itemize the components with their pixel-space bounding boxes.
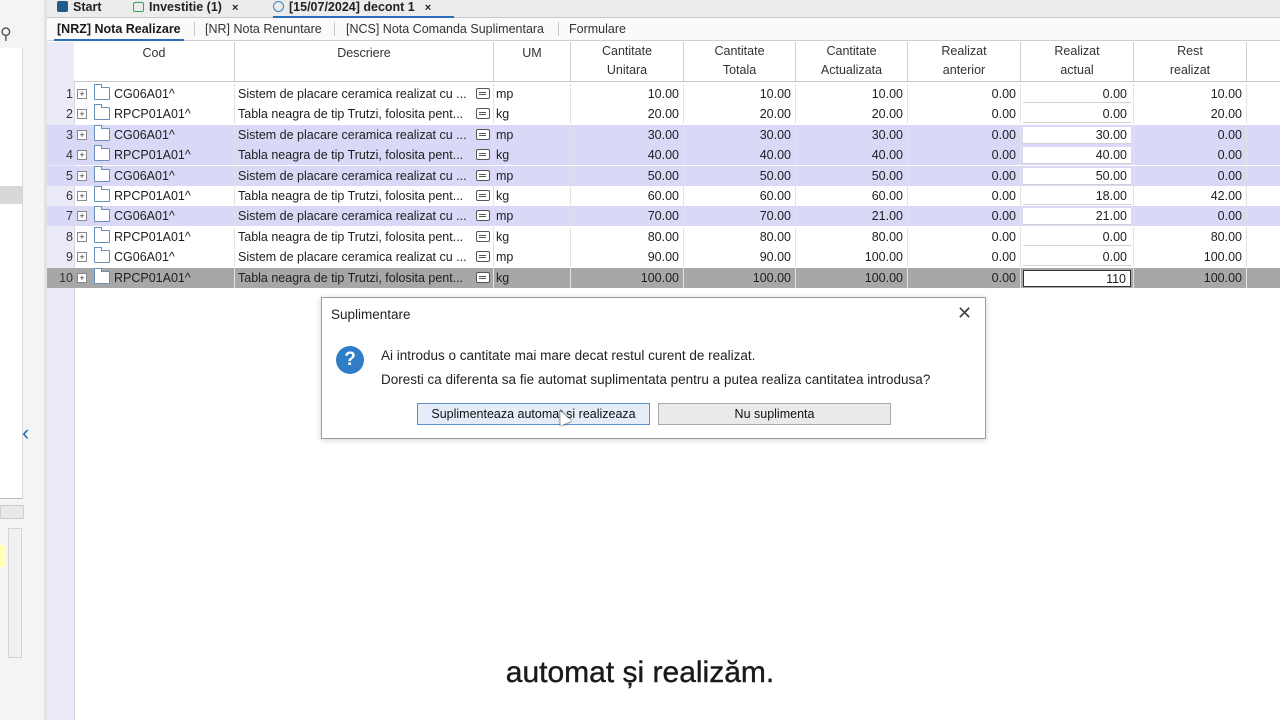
realizat-actual-input[interactable]: 110 [1023,270,1131,287]
cell-ra[interactable]: 0.00 [908,145,1021,165]
cod-text: RPCP01A01^ [114,229,191,244]
cell-rest-realizat[interactable]: 100.00 [1134,268,1247,288]
tab-label: [15/07/2024] decont 1 [289,0,415,14]
cod-text: RPCP01A01^ [114,148,191,163]
cell-descriere[interactable] [235,104,494,124]
comment-icon[interactable] [476,129,490,140]
cell-descriere[interactable] [235,145,494,165]
cell-rest-realizat[interactable]: 0.00 [1134,166,1247,186]
row-number: 2 [66,107,73,122]
cell-cu[interactable]: 100.00 [571,268,684,288]
col-header-cantitate-unitara[interactable] [571,42,684,82]
descriere-text: Tabla neagra de tip Trutzi, folosita pent... [238,270,464,285]
tab-separator [194,22,195,36]
question-icon: ? [336,346,364,374]
cell-realizat-actual[interactable] [1021,247,1134,267]
cell-ca[interactable]: 100.00 [796,268,908,288]
row-number: 7 [66,209,73,224]
cell-rest-realizat[interactable]: 80.00 [1134,227,1247,247]
cell-cod[interactable] [74,145,235,165]
cell-cod[interactable] [74,227,235,247]
cell-rest-realizat[interactable]: 0.00 [1134,206,1247,226]
cell-ct[interactable]: 10.00 [684,84,796,104]
suplimentare-dialog [321,297,986,439]
table-row[interactable] [47,206,1280,226]
descriere-text: Tabla neagra de tip Trutzi, folosita pent... [238,107,464,122]
cell-ca[interactable]: 80.00 [796,227,908,247]
cell-um[interactable]: kg [494,186,571,206]
cell-ca[interactable]: 100.00 [796,247,908,267]
cell-ct[interactable]: 20.00 [684,104,796,124]
realizat-actual-value[interactable]: 40.00 [1023,147,1131,164]
header-line: Cantitate [601,44,653,58]
cell-cu[interactable]: 10.00 [571,84,684,104]
realizat-actual-value[interactable]: 50.00 [1023,168,1131,185]
cell-ct[interactable]: 30.00 [684,125,796,145]
cell-ct[interactable]: 70.00 [684,206,796,226]
cell-cod[interactable] [74,268,235,288]
cod-text: RPCP01A01^ [114,189,191,203]
header-line: Rest [1177,44,1203,58]
cell-ra[interactable]: 0.00 [908,125,1021,145]
cell-realizat-actual[interactable] [1021,125,1134,145]
descriere-text: Sistem de placare ceramica realizat cu ... [238,250,467,265]
table-row[interactable] [47,227,1280,247]
table-row[interactable] [47,84,1280,104]
search-icon[interactable]: ⚲ [0,26,12,43]
cell-realizat-actual[interactable] [1021,84,1134,104]
cell-ra[interactable]: 0.00 [908,206,1021,226]
cell-um[interactable]: kg [494,145,571,165]
header-line: Realizat [1054,44,1100,58]
left-lower-bar [0,505,24,519]
realizat-actual-value[interactable]: 0.00 [1023,249,1131,266]
cell-ca[interactable]: 50.00 [796,166,908,186]
dialog-message-line2: Doresti ca diferenta sa fie automat suplimentata pentru a putea realiza cantitatea introdusa? [381,372,931,387]
cell-realizat-actual[interactable] [1021,145,1134,165]
cell-ra[interactable]: 0.00 [908,166,1021,186]
left-selected-item[interactable] [0,186,22,204]
tab-label: Start [73,0,102,14]
tab-start[interactable] [57,0,101,16]
cod-text: CG06A01^ [114,87,175,101]
expand-icon[interactable]: + [77,109,87,119]
cell-cu[interactable]: 50.00 [571,166,684,186]
comment-icon[interactable] [476,170,490,181]
cell-cu[interactable]: 60.00 [571,186,684,206]
dialog-title: Suplimentare [331,307,411,322]
cell-um[interactable]: kg [494,227,571,247]
col-header-extra[interactable] [1247,42,1280,82]
folder-icon [94,87,110,100]
cell-ct[interactable]: 60.00 [684,186,796,206]
folder-icon [94,189,110,202]
expand-icon[interactable]: + [77,211,87,221]
cell-cu[interactable]: 80.00 [571,227,684,247]
row-number: 1 [66,87,73,101]
cell-cod[interactable] [74,206,235,226]
col-header-cod[interactable]: Cod [74,42,235,82]
expand-icon[interactable]: + [77,232,87,242]
comment-icon[interactable] [476,251,490,262]
cell-descriere[interactable] [235,186,494,206]
cell-ct[interactable]: 90.00 [684,247,796,267]
start-icon [57,1,68,12]
cell-cod[interactable] [74,166,235,186]
cell-ct[interactable]: 80.00 [684,227,796,247]
cell-ca[interactable]: 30.00 [796,125,908,145]
cell-cu[interactable]: 90.00 [571,247,684,267]
cell-realizat-actual[interactable] [1021,166,1134,186]
header-line: Totala [722,63,757,77]
col-header-cantitate-actualizata[interactable] [796,42,908,82]
row-number: 4 [66,148,73,163]
tab-nota-comanda-suplimentara[interactable]: [NCS] Nota Comanda Suplimentara [346,22,545,36]
chart-icon [133,2,144,12]
cell-ra[interactable]: 0.00 [908,84,1021,104]
cell-ra[interactable]: 0.00 [908,186,1021,206]
folder-icon [94,250,110,263]
cell-cod[interactable] [74,104,235,124]
descriere-text: Sistem de placare ceramica realizat cu ... [238,209,467,224]
cell-ca[interactable]: 20.00 [796,104,908,124]
cell-descriere[interactable] [235,268,494,288]
tab-separator [558,22,559,36]
cell-cod[interactable] [74,125,235,145]
cell-ca[interactable]: 21.00 [796,206,908,226]
cell-um[interactable]: mp [494,125,571,145]
cod-text: CG06A01^ [114,250,175,265]
row-number: 5 [66,168,73,183]
tab-label: Investitie (1) [149,0,222,14]
cell-ra[interactable]: 0.00 [908,104,1021,124]
cell-ra[interactable]: 0.00 [908,247,1021,267]
col-header-descriere[interactable]: Descriere [235,42,494,82]
cell-cod[interactable] [74,186,235,206]
table-row[interactable] [47,247,1280,267]
col-header-cantitate-totala[interactable] [684,42,796,82]
cod-text: CG06A01^ [114,127,175,142]
expand-icon[interactable]: + [77,252,87,262]
cell-rest-realizat[interactable]: 10.00 [1134,84,1247,104]
header-line: Unitara [606,63,648,77]
cod-text: RPCP01A01^ [114,270,191,285]
video-subtitle: automat și realizăm. [505,656,775,689]
left-yellow-marker [0,545,6,567]
cell-descriere[interactable] [235,125,494,145]
cell-rest-realizat[interactable]: 20.00 [1134,104,1247,124]
cell-cu[interactable]: 30.00 [571,125,684,145]
document-tabs [47,0,1280,18]
cell-ct[interactable]: 40.00 [684,145,796,165]
expand-icon[interactable]: + [77,171,87,181]
cell-descriere[interactable] [235,247,494,267]
currency-icon [273,1,284,12]
realizat-actual-value[interactable]: 0.00 [1023,106,1131,123]
table-row[interactable] [47,186,1280,206]
descriere-text: Tabla neagra de tip Trutzi, folosita pent... [238,148,464,163]
realizat-actual-value[interactable]: 18.00 [1023,188,1131,205]
cell-um[interactable]: mp [494,84,571,104]
cell-realizat-actual[interactable] [1021,206,1134,226]
row-number: 8 [66,229,73,244]
cell-descriere[interactable] [235,227,494,247]
tab-separator [334,22,335,36]
cell-ra[interactable]: 0.00 [908,268,1021,288]
descriere-text: Sistem de placare ceramica realizat cu ... [238,127,467,142]
comment-icon[interactable] [476,108,490,119]
cell-cu[interactable]: 40.00 [571,145,684,165]
expand-icon[interactable]: + [77,191,87,201]
realizat-actual-value[interactable]: 0.00 [1023,86,1131,103]
dialog-message-line1: Ai introdus o cantitate mai mare decat restul curent de realizat. [381,348,756,363]
cell-um[interactable]: mp [494,166,571,186]
cell-um[interactable]: mp [494,247,571,267]
header-line: anterior [942,63,986,77]
table-row[interactable] [47,166,1280,186]
no-supplement-button[interactable]: Nu suplimenta [658,403,891,425]
cell-cod[interactable] [74,84,235,104]
realizat-actual-value[interactable]: 0.00 [1023,229,1131,246]
folder-icon [94,107,110,120]
row-number: 10 [59,270,73,285]
cell-cod[interactable] [74,247,235,267]
table-row[interactable] [47,104,1280,124]
cell-rest-realizat[interactable]: 0.00 [1134,125,1247,145]
row-number: 6 [66,189,73,203]
cell-descriere[interactable] [235,206,494,226]
folder-icon [94,230,110,243]
left-tree-panel [0,48,23,499]
tab-nota-renuntare[interactable]: [NR] Nota Renuntare [205,22,322,36]
descriere-text: Sistem de placare ceramica realizat cu ... [238,168,467,183]
table-row[interactable] [47,145,1280,165]
comment-icon[interactable] [476,149,490,160]
chevron-left-icon[interactable]: ‹ [22,420,30,445]
cell-ca[interactable]: 40.00 [796,145,908,165]
cell-cu[interactable]: 70.00 [571,206,684,226]
cell-ct[interactable]: 50.00 [684,166,796,186]
tab-investitie[interactable] [133,0,238,16]
tab-nota-realizare[interactable]: [NRZ] Nota Realizare [57,22,181,36]
cell-realizat-actual[interactable] [1021,268,1134,288]
header-line: Actualizata [820,63,883,77]
header-line: Cantitate [714,44,765,58]
close-icon[interactable]: ✕ [957,303,973,323]
cell-ca[interactable]: 10.00 [796,84,908,104]
cell-realizat-actual[interactable] [1021,227,1134,247]
row-number: 3 [66,127,73,142]
folder-icon [94,169,110,182]
col-header-realizat-anterior[interactable] [908,42,1021,82]
cell-cu[interactable]: 20.00 [571,104,684,124]
cod-text: CG06A01^ [114,209,175,224]
cell-realizat-actual[interactable] [1021,186,1134,206]
close-icon[interactable]: × [424,2,432,14]
expand-icon[interactable]: + [77,150,87,160]
cell-ca[interactable]: 60.00 [796,186,908,206]
realizat-actual-value[interactable]: 30.00 [1023,127,1131,144]
descriere-text: Tabla neagra de tip Trutzi, folosita pent... [238,229,464,244]
col-header-realizat-actual[interactable] [1021,42,1134,82]
comment-icon[interactable] [476,272,490,283]
header-line: Cantitate [826,44,877,58]
realizat-actual-value[interactable]: 21.00 [1023,208,1131,225]
expand-icon[interactable]: + [77,273,87,283]
table-row[interactable] [47,125,1280,145]
left-panel [0,0,45,720]
comment-icon[interactable] [476,88,490,99]
folder-icon [94,148,110,161]
tab-decont[interactable] [273,0,454,18]
cell-rest-realizat[interactable]: 100.00 [1134,247,1247,267]
cell-rest-realizat[interactable]: 0.00 [1134,145,1247,165]
header-line: realizat [1169,63,1211,77]
cell-descriere[interactable] [235,84,494,104]
cod-text: CG06A01^ [114,168,175,183]
cell-um[interactable]: kg [494,104,571,124]
sub-tabs [47,18,1280,41]
header-line: actual [1060,63,1094,77]
comment-icon[interactable] [476,210,490,221]
cell-descriere[interactable] [235,166,494,186]
folder-icon [94,209,110,222]
expand-icon[interactable]: + [77,89,87,99]
supplement-and-realize-button[interactable]: Suplimenteaza automat si realizeaza [417,403,650,425]
cell-ra[interactable]: 0.00 [908,227,1021,247]
close-icon[interactable]: × [231,2,239,14]
table-row[interactable] [47,268,1280,288]
expand-icon[interactable]: + [77,130,87,140]
left-lower-scrollbar[interactable] [8,528,22,658]
header-line: Realizat [941,44,987,58]
tab-formulare[interactable]: Formulare [569,22,626,36]
cod-text: RPCP01A01^ [114,107,191,122]
descriere-text: Tabla neagra de tip Trutzi, folosita pent... [238,189,464,203]
comment-icon[interactable] [476,190,490,201]
folder-icon [94,271,110,284]
cell-um[interactable]: kg [494,268,571,288]
col-header-rest-realizat[interactable] [1134,42,1247,82]
cell-rest-realizat[interactable]: 42.00 [1134,186,1247,206]
cell-um[interactable]: mp [494,206,571,226]
row-number: 9 [66,250,73,265]
cell-ct[interactable]: 100.00 [684,268,796,288]
comment-icon[interactable] [476,231,490,242]
col-header-um[interactable]: UM [494,42,571,82]
descriere-text: Sistem de placare ceramica realizat cu ... [238,87,467,101]
cell-realizat-actual[interactable] [1021,104,1134,124]
folder-icon [94,128,110,141]
